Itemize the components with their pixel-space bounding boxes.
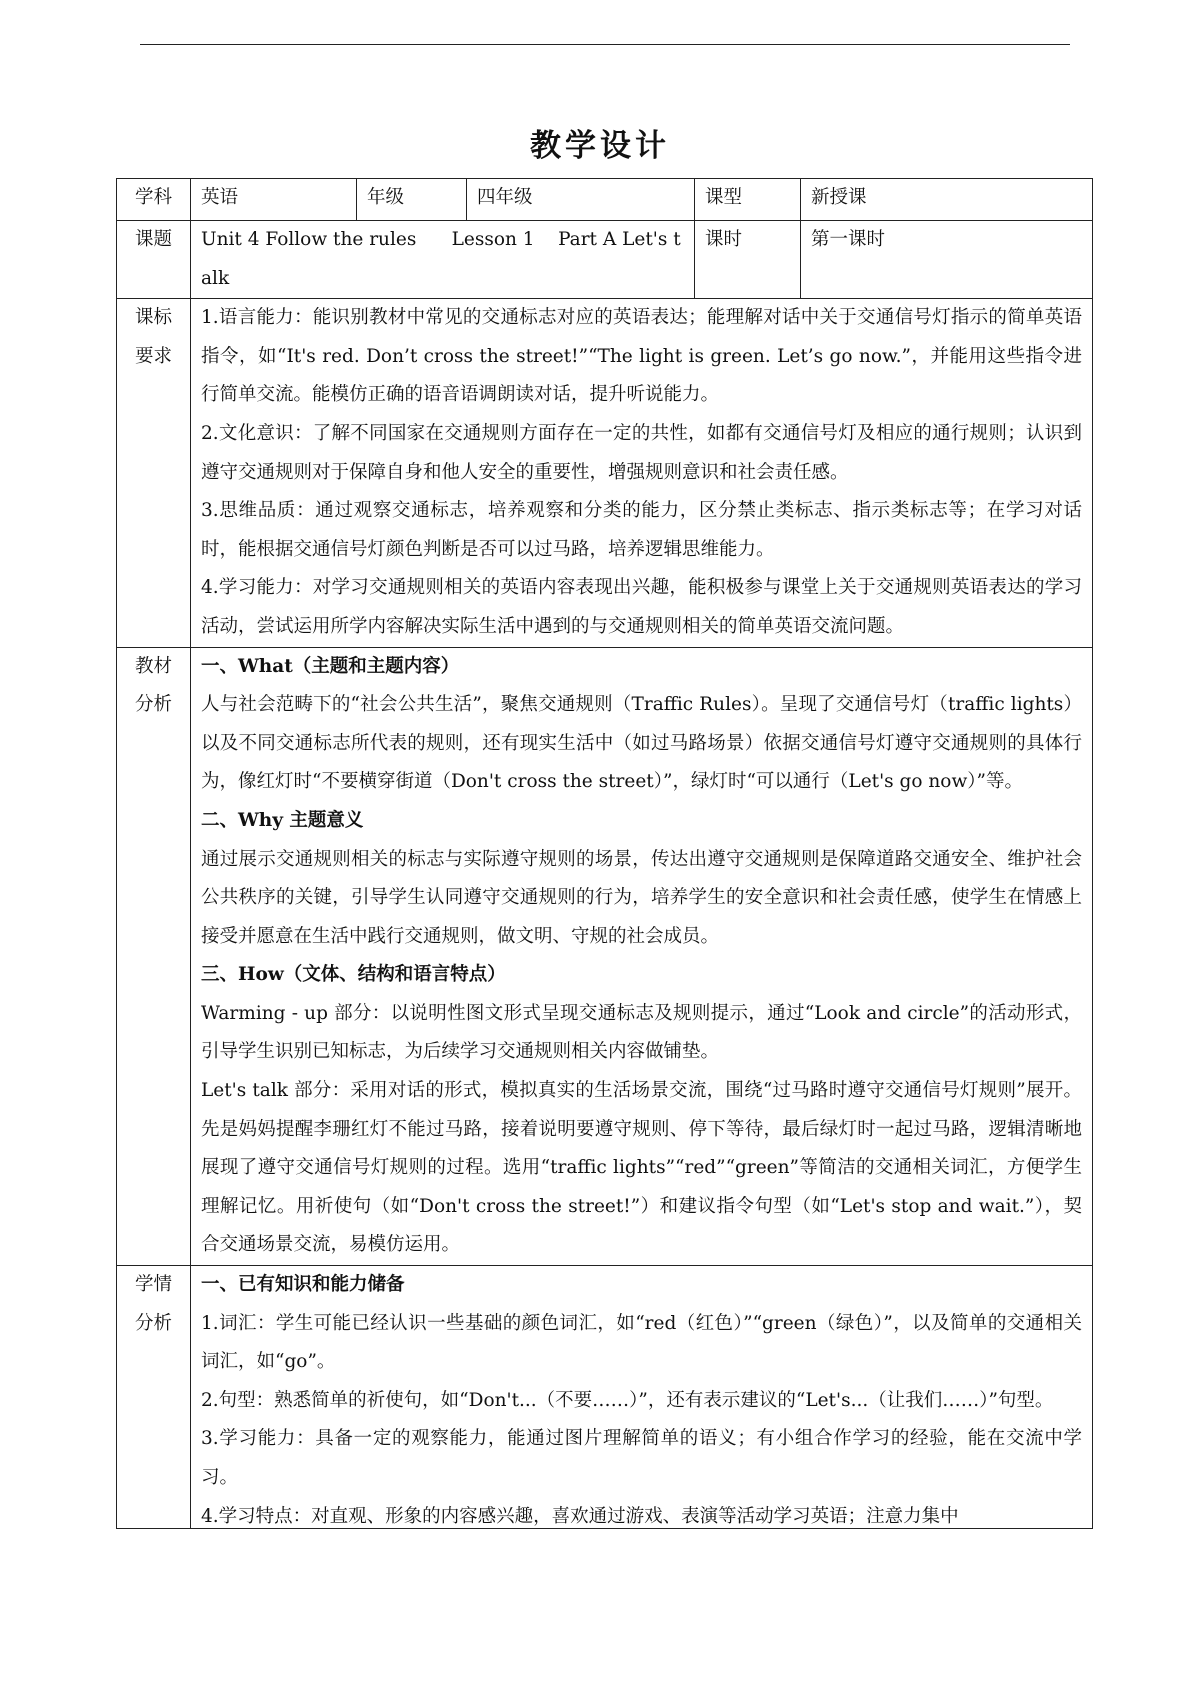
- section-heading: 一、What（主题和主题内容）: [201, 655, 460, 677]
- period-value: 第一课时: [801, 221, 1093, 299]
- paragraph: 3.思维品质：通过观察交通标志，培养观察和分类的能力，区分禁止类标志、指示类标志等；在学习对话时，能根据交通信号灯颜色判断是否可以过马路，培养逻辑思维能力。: [201, 500, 1082, 560]
- paragraph: 1.语言能力：能识别教材中常见的交通标志对应的英语表达；能理解对话中关于交通信号灯指示的简单英语指令，如“It's red. Don’t cross the street!”“The light is green. Let’s go now.”，并能用这些指令进行简单交流。能模仿正确的语音语调朗读对话，提升听说能力。: [201, 307, 1082, 406]
- section-content: [191, 1266, 1093, 1529]
- topic-label: 课题: [117, 221, 191, 299]
- curriculum-requirements-row: [117, 299, 1093, 647]
- grade-label: 年级: [357, 179, 467, 221]
- period-label: 课时: [695, 221, 801, 299]
- topic-row: [117, 221, 1093, 299]
- learner-analysis-row: [117, 1266, 1093, 1529]
- textbook-analysis-row: [117, 647, 1093, 1266]
- paragraph: 3.学习能力：具备一定的观察能力，能通过图片理解简单的语义；有小组合作学习的经验，能在交流中学习。: [201, 1428, 1082, 1488]
- paragraph: 2.文化意识：了解不同国家在交通规则方面存在一定的共性，如都有交通信号灯及相应的通行规则；认识到遵守交通规则对于保障自身和他人安全的重要性，增强规则意识和社会责任感。: [201, 422, 1082, 483]
- subject-row: [117, 179, 1093, 221]
- lesson-type-label: 课型: [695, 179, 801, 221]
- paragraph: Let's talk 部分：采用对话的形式，模拟真实的生活场景交流，围绕“过马路时遵守交通信号灯规则”展开。先是妈妈提醒李珊红灯不能过马路，接着说明要遵守规则、停下等待，最后绿灯时一起过马路，逻辑清晰地展现了遵守交通信号灯规则的过程。选用“traffic lights”“red”“green”等简洁的交通相关词汇，方便学生理解记忆。用祈使句（如“Don't cross the street!”）和建议指令句型（如“Let's stop and wait.”），契合交通场景交流，易模仿运用。: [201, 1080, 1082, 1256]
- section-content: [191, 299, 1093, 647]
- lesson-plan-table: [116, 178, 1093, 1529]
- lesson-type-value: 新授课: [801, 179, 1093, 221]
- section-heading: 二、Why 主题意义: [201, 809, 364, 831]
- subject-value: 英语: [191, 179, 357, 221]
- topic-value: Unit 4 Follow the rules Lesson 1 Part A Let's talk: [191, 221, 695, 299]
- subject-label: 学科: [117, 179, 191, 221]
- paragraph: Warming - up 部分：以说明性图文形式呈现交通标志及规则提示，通过“Look and circle”的活动形式，引导学生识别已知标志，为后续学习交通规则相关内容做铺垫。: [201, 1002, 1082, 1063]
- paragraph: 通过展示交通规则相关的标志与实际遵守规则的场景，传达出遵守交通规则是保障道路交通安全、维护社会公共秩序的关键，引导学生认同遵守交通规则的行为，培养学生的安全意识和社会责任感，使学生在情感上接受并愿意在生活中践行交通规则，做文明、守规的社会成员。: [201, 848, 1082, 947]
- paragraph: 2.句型：熟悉简单的祈使句，如“Don't...（不要……）”，还有表示建议的“Let's...（让我们……）”句型。: [201, 1389, 1054, 1411]
- grade-value: 四年级: [467, 179, 695, 221]
- section-heading: 一、已有知识和能力储备: [201, 1274, 405, 1296]
- header-rule: [140, 44, 1070, 45]
- paragraph: 4.学习特点：对直观、形象的内容感兴趣，喜欢通过游戏、表演等活动学习英语；注意力集中: [201, 1505, 959, 1527]
- paragraph: 4.学习能力：对学习交通规则相关的英语内容表现出兴趣，能积极参与课堂上关于交通规则英语表达的学习活动，尝试运用所学内容解决实际生活中遇到的与交通规则相关的简单英语交流问题。: [201, 577, 1082, 637]
- section-label: 教材分析: [117, 647, 191, 1266]
- paragraph: 1.词汇：学生可能已经认识一些基础的颜色词汇，如“red（红色）”“green（绿色）”，以及简单的交通相关词汇，如“go”。: [201, 1312, 1082, 1373]
- section-label: 课标要求: [117, 299, 191, 647]
- document-title: 教学设计: [530, 128, 670, 164]
- section-heading: 三、How（文体、结构和语言特点）: [201, 964, 506, 986]
- section-label: 学情分析: [117, 1266, 191, 1529]
- paragraph: 人与社会范畴下的“社会公共生活”，聚焦交通规则（Traffic Rules）。呈现了交通信号灯（traffic lights）以及不同交通标志所代表的规则，还有现实生活中（如过马路场景）依据交通信号灯遵守交通规则的具体行为，像红灯时“不要横穿街道（Don't cross the street）”，绿灯时“可以通行（Let's go now）”等。: [201, 694, 1082, 793]
- section-content: [191, 647, 1093, 1266]
